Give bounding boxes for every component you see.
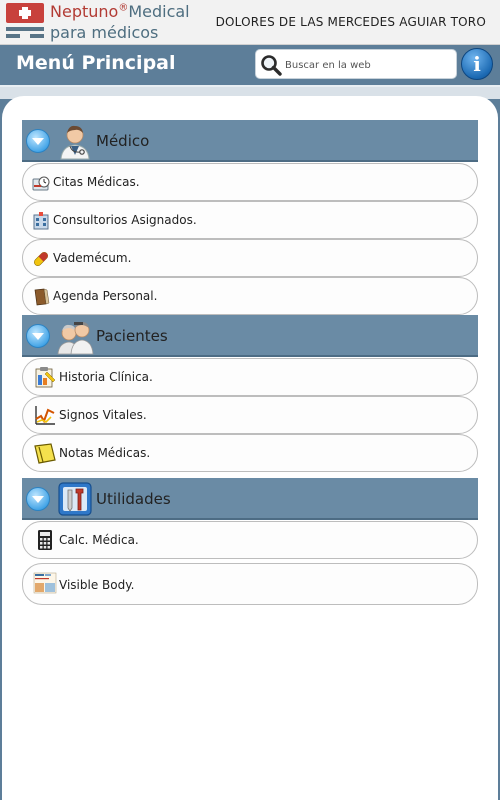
neptuno-logo-icon bbox=[6, 3, 44, 41]
brand-subtitle: para médicos bbox=[50, 23, 159, 42]
app-header bbox=[0, 0, 500, 45]
doctor-icon bbox=[56, 122, 94, 160]
patients-icon bbox=[56, 317, 94, 355]
section-label: Médico bbox=[96, 132, 150, 150]
section-label: Pacientes bbox=[96, 327, 168, 345]
menu-item-label: Signos Vitales. bbox=[59, 408, 147, 422]
search-input[interactable] bbox=[285, 55, 449, 75]
clinical-history-icon bbox=[33, 366, 57, 388]
menu-item-label: Notas Médicas. bbox=[59, 446, 151, 460]
chevron-down-icon[interactable] bbox=[26, 487, 50, 511]
user-name: DOLORES DE LAS MERCEDES AGUIAR TORO bbox=[215, 15, 486, 29]
pill-icon bbox=[31, 249, 51, 269]
page-title: Menú Principal bbox=[16, 52, 176, 74]
menu-item-label: Consultorios Asignados. bbox=[53, 213, 197, 227]
notes-icon bbox=[33, 442, 57, 464]
menu-item-visible-body[interactable] bbox=[22, 563, 478, 605]
calculator-icon bbox=[33, 529, 57, 551]
menu-item-label: Visible Body. bbox=[59, 578, 135, 592]
search-box[interactable] bbox=[255, 49, 457, 79]
menu-item-historia-clinica[interactable] bbox=[22, 358, 478, 396]
section-label: Utilidades bbox=[96, 490, 171, 508]
agenda-book-icon bbox=[31, 287, 51, 307]
menu-item-label: Citas Médicas. bbox=[53, 175, 140, 189]
info-button[interactable]: i bbox=[461, 48, 493, 80]
utilities-icon bbox=[56, 480, 94, 518]
chevron-down-icon[interactable] bbox=[26, 129, 50, 153]
brand-name: Neptuno®Medical bbox=[50, 2, 190, 21]
section-header-medico[interactable] bbox=[22, 120, 478, 162]
menu-item-label: Historia Clínica. bbox=[59, 370, 153, 384]
menu-item-agenda-personal[interactable] bbox=[22, 277, 478, 315]
menu-item-label: Calc. Médica. bbox=[59, 533, 139, 547]
visible-body-icon bbox=[33, 572, 57, 594]
menu-item-notas-medicas[interactable] bbox=[22, 434, 478, 472]
section-header-utilidades[interactable] bbox=[22, 478, 478, 520]
menu-item-citas-medicas[interactable] bbox=[22, 163, 478, 201]
search-icon[interactable] bbox=[260, 54, 282, 76]
title-bar bbox=[0, 45, 500, 85]
menu-item-label: Agenda Personal. bbox=[53, 289, 158, 303]
menu-item-calc-medica[interactable] bbox=[22, 521, 478, 559]
hospital-building-icon bbox=[31, 211, 51, 231]
menu-item-vademecum[interactable] bbox=[22, 239, 478, 277]
menu-item-signos-vitales[interactable] bbox=[22, 396, 478, 434]
section-header-pacientes[interactable] bbox=[22, 315, 478, 357]
appointments-icon bbox=[31, 173, 51, 193]
vital-signs-chart-icon bbox=[33, 404, 57, 426]
menu-item-label: Vademécum. bbox=[53, 251, 132, 265]
menu-item-consultorios-asignados[interactable] bbox=[22, 201, 478, 239]
chevron-down-icon[interactable] bbox=[26, 324, 50, 348]
